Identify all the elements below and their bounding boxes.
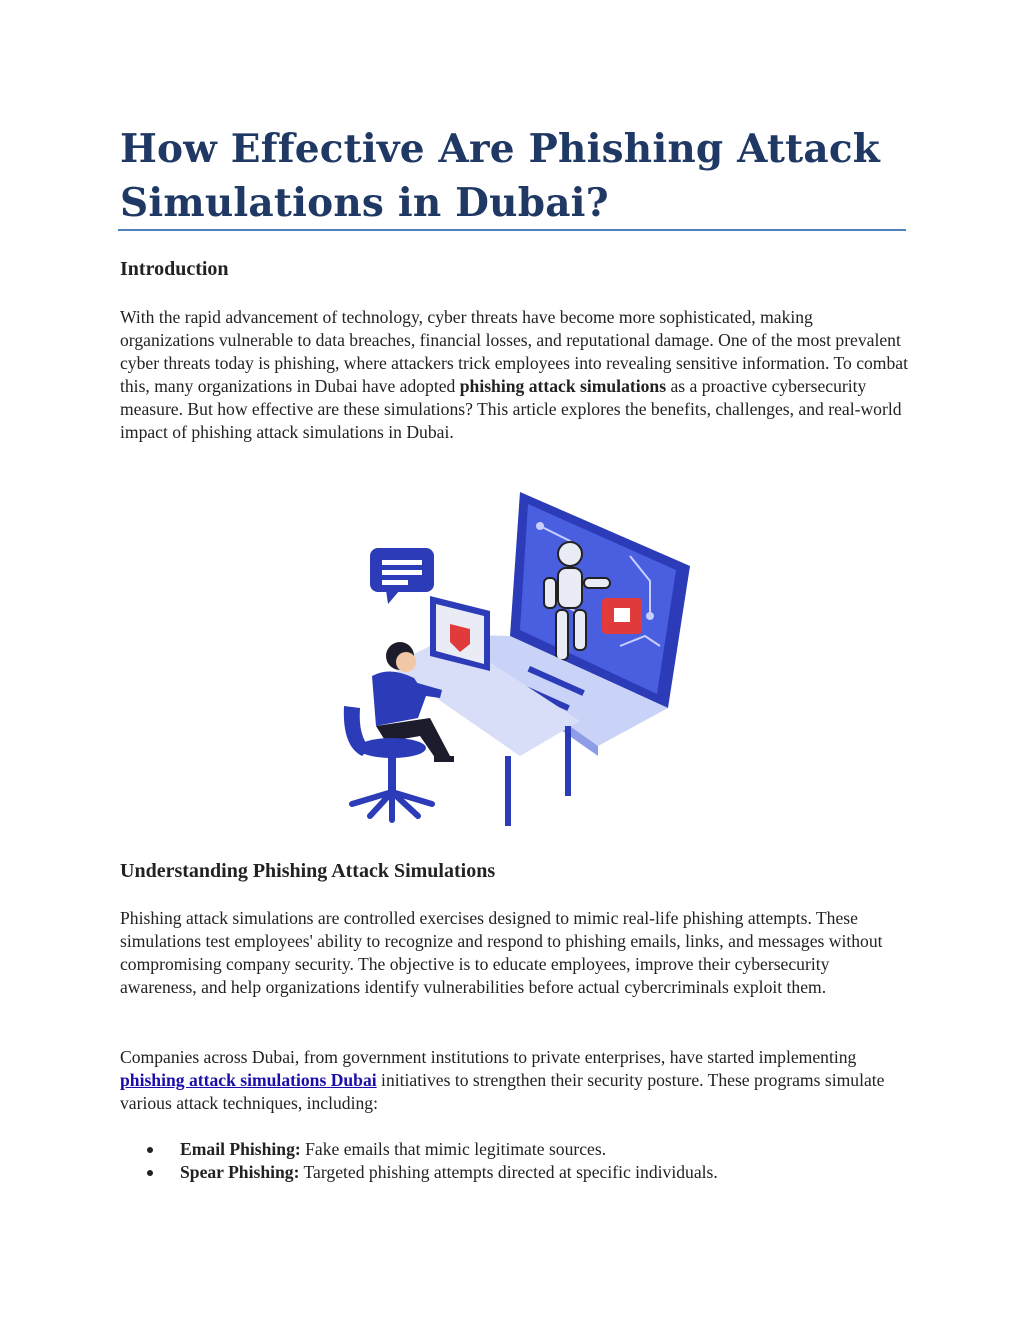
intro-paragraph: [120, 306, 910, 444]
intro-bold-term: phishing attack simulations: [459, 376, 667, 396]
phishing-illustration: [330, 486, 690, 836]
list-item-term: Spear Phishing:: [180, 1162, 300, 1182]
phishing-simulations-dubai-link[interactable]: phishing attack simulations Dubai: [120, 1070, 377, 1090]
list-item-term: Email Phishing:: [180, 1139, 301, 1159]
list-item-text: Fake emails that mimic legitimate sources.: [300, 1139, 607, 1159]
understanding-heading: Understanding Phishing Attack Simulations: [120, 860, 496, 882]
list-item-text: Targeted phishing attempts directed at specific individuals.: [299, 1162, 718, 1182]
understanding-paragraph-1: Phishing attack simulations are controlled exercises designed to mimic real-life phishing attempts. These simulations test employees' ability to recognize and respond to phishing emails, links, and messages without compromising company security. The objective is to educate employees, improve their cybersecurity awareness, and help organizations identify vulnerabilities before actual cybercriminals exploit them.: [120, 908, 883, 997]
chat-bubble-icon: [370, 548, 434, 604]
understanding-text-a: Companies across Dubai, from government institutions to private enterprises, have started implementing: [120, 1047, 857, 1067]
title-divider: [118, 229, 906, 231]
understanding-paragraph-2: [120, 1046, 910, 1115]
list-item: [120, 1161, 910, 1184]
page-title: How Effective Are Phishing Attack Simulations in Dubai?: [120, 126, 880, 226]
intro-text-b: as a proactive cybersecurity measure. But how effective are these simulations? This article explores the benefits, challenges, and real-world impact of phishing attack simulations in Dubai.: [120, 376, 902, 442]
bullet-icon: [147, 1170, 153, 1176]
bullet-icon: [147, 1147, 153, 1153]
understanding-text-b: initiatives to strengthen their security posture. These programs simulate various attack techniques, including:: [120, 1070, 885, 1113]
intro-text-a: With the rapid advancement of technology, cyber threats have become more sophisticated, making organizations vulnerable to data breaches, financial losses, and reputational damage. One of the most prevalent cyber threats today is phishing, where attackers trick employees into revealing sensitive information. To combat this, many organizations in Dubai have adopted: [120, 307, 908, 396]
list-item: [120, 1138, 910, 1161]
attack-techniques-list: [120, 1138, 910, 1184]
intro-heading: Introduction: [120, 258, 229, 280]
